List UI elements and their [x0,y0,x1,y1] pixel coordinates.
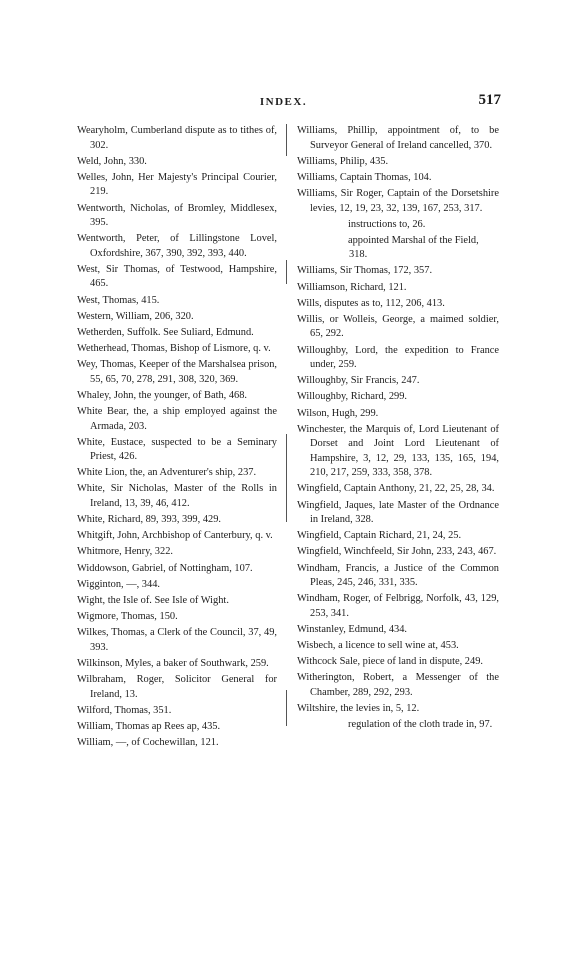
index-entry: Wentworth, Peter, of Lillingstone Lovel, Oxfordshire, 367, 390, 392, 393, 440. [77,233,277,259]
column-divider [286,434,287,522]
index-entry: Widdowson, Gabriel, of Nottingham, 107. [77,562,253,574]
index-entry: White, Richard, 89, 393, 399, 429. [77,514,222,526]
running-title: INDEX. [259,96,308,108]
index-entry: Whitgift, John, Archbishop of Canterbury, q. v. [77,530,273,542]
index-entry: William, —, of Cochewillan, 121. [77,736,219,748]
index-entry: Williams, Phillip, appointment of, to be Surveyor General of Ireland cancelled, 370. [297,125,499,151]
index-entry: Wingfield, Captain Anthony, 21, 22, 25, 28, 34. [297,483,495,495]
index-entry: Welles, John, Her Majesty's Principal Courier, 219. [77,171,277,198]
column-divider [286,124,287,156]
index-entry: Williamson, Richard, 121. [297,281,407,293]
index-entry: Wiltshire, the levies in, 5, 12. [297,703,420,715]
index-entry: Wilford, Thomas, 351. [77,704,172,716]
index-entry: Wetherden, Suffolk. See Suliard, Edmund. [77,326,254,338]
index-entry: Willoughby, Lord, the expedition to France under, 259. [297,344,499,371]
index-entry: Willis, or Wolleis, George, a maimed soldier, 65, 292. [297,313,499,340]
index-entry: Wilson, Hugh, 299. [297,407,379,419]
index-entry: Winchester, the Marquis of, Lord Lieutenant of Dorset and Joint Lord Lieutenant of Hampshire, 3, 12, 29, 133, 135, 165, 194, 210, 217, 259, 333, 358, 378. [297,423,499,479]
index-entry: Wilbraham, Roger, Solicitor General for Ireland, 13. [77,673,277,700]
index-entry: White, Eustace, suspected to be a Seminary Priest, 426. [77,436,277,463]
index-subentry: appointed Marshal of the Field, 318. [348,234,479,261]
index-entry: Weld, John, 330. [77,155,147,167]
index-entry: Wingfield, Jaques, late Master of the Ordnance in Ireland, 328. [297,499,499,526]
index-entry: West, Thomas, 415. [77,294,160,306]
index-entry: Willoughby, Sir Francis, 247. [297,375,420,387]
index-entry: Wilkes, Thomas, a Clerk of the Council, 37, 49, 393. [77,627,277,653]
index-entry: Williams, Sir Roger, Captain of the Dorsetshire levies, 12, 19, 23, 32, 139, 167, 253, 317. [297,187,499,214]
index-entry: Wills, disputes as to, 112, 206, 413. [297,297,445,309]
index-entry: Whitmore, Henry, 322. [77,546,173,558]
index-entry: Williams, Philip, 435. [297,155,389,167]
index-entry: Wentworth, Nicholas, of Bromley, Middlesex, 395. [77,202,277,229]
index-entry: William, Thomas ap Rees ap, 435. [77,720,221,732]
index-entry: Wilkinson, Myles, a baker of Southwark, 259. [77,657,269,669]
index-entry: White Bear, the, a ship employed against the Armada, 203. [77,405,277,432]
index-column-left [77,124,277,752]
page-header [0,92,567,112]
index-entry: Wigmore, Thomas, 150. [77,611,178,623]
index-entry: White Lion, the, an Adventurer's ship, 237. [77,467,257,479]
index-entry: Wigginton, —, 344. [77,578,160,590]
index-entry: Williams, Captain Thomas, 104. [297,171,432,183]
index-subentry: instructions to, 26. [348,218,426,230]
index-subentry: regulation of the cloth trade in, 97. [348,719,493,731]
column-divider [286,260,287,284]
index-entry: Willoughby, Richard, 299. [297,391,408,403]
index-entry: Wight, the Isle of. See Isle of Wight. [77,594,229,606]
index-entry: Windham, Roger, of Felbrigg, Norfolk, 43, 129, 253, 341. [297,593,499,619]
index-entry: Western, William, 206, 320. [77,310,194,322]
index-entry: Williams, Sir Thomas, 172, 357. [297,265,433,277]
index-entry: Wingfield, Winchfeeld, Sir John, 233, 243, 467. [297,546,497,558]
index-entry: Whaley, John, the younger, of Bath, 468. [77,389,248,401]
index-entry: Windham, Francis, a Justice of the Common Pleas, 245, 246, 331, 335. [297,562,499,589]
column-divider [286,690,287,726]
index-entry: Wey, Thomas, Keeper of the Marshalsea prison, 55, 65, 70, 278, 291, 308, 320, 369. [77,359,277,385]
index-entry: Wetherhead, Thomas, Bishop of Lismore, q. v. [77,343,271,354]
index-entry: Wisbech, a licence to sell wine at, 453. [297,640,459,652]
index-entry: Witherington, Robert, a Messenger of the Chamber, 289, 292, 293. [297,672,499,698]
index-entry: Wearyholm, Cumberland dispute as to tithes of, 302. [77,125,277,151]
index-entry: Withcock Sale, piece of land in dispute, 249. [297,656,483,668]
index-entry: West, Sir Thomas, of Testwood, Hampshire, 465. [77,263,277,290]
index-entry: Winstanley, Edmund, 434. [297,623,408,635]
page-number: 517 [478,92,501,108]
index-entry: Wingfield, Captain Richard, 21, 24, 25. [297,530,462,542]
index-column-right [297,124,499,734]
index-entry: White, Sir Nicholas, Master of the Rolls in Ireland, 13, 39, 46, 412. [77,483,277,510]
